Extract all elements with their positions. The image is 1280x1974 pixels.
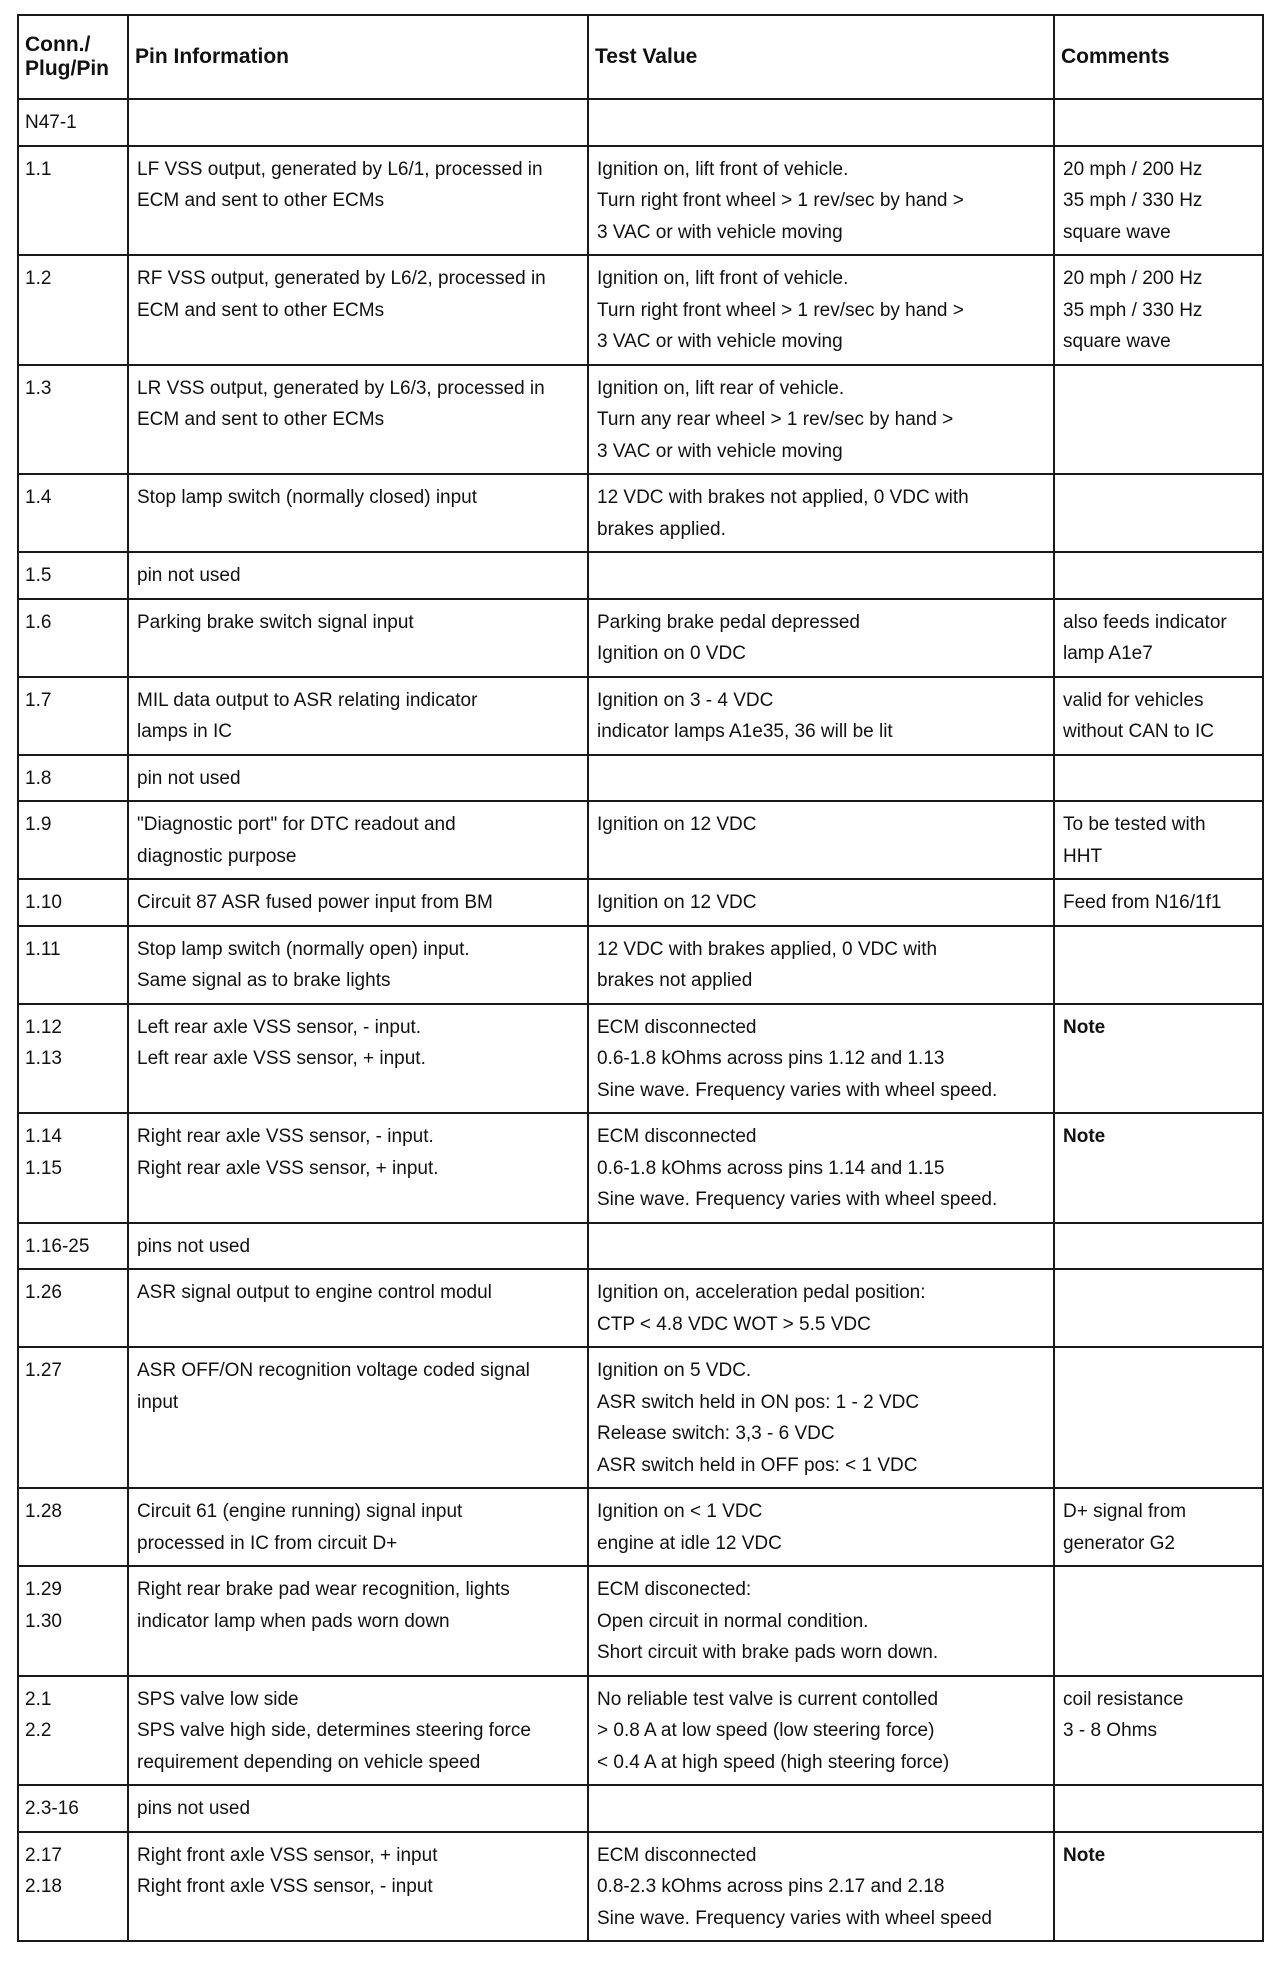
info-line: Circuit 61 (engine running) signal input <box>137 1501 463 1522</box>
test-line: < 0.4 A at high speed (high steering force) <box>597 1751 950 1773</box>
test-line: Release switch: 3,3 - 6 VDC <box>597 1423 835 1444</box>
comments-cell <box>1054 146 1263 256</box>
pin-line: N47-1 <box>25 112 77 133</box>
comments-cell <box>1054 1269 1263 1347</box>
comments-cell <box>1054 677 1263 755</box>
comments-cell <box>1054 1113 1263 1223</box>
test-value-cell <box>588 99 1054 146</box>
table-row <box>18 1347 1263 1488</box>
pin-info-cell <box>128 1004 588 1114</box>
test-line: CTP < 4.8 VDC WOT > 5.5 VDC <box>597 1313 871 1335</box>
header-pin-information: Pin Information <box>128 15 588 99</box>
empty-line <box>597 107 1045 139</box>
info-line: MIL data output to ASR relating indicator <box>137 689 478 711</box>
test-value-cell <box>588 801 1054 879</box>
test-line: Sine wave. Frequency varies with wheel speed <box>597 1907 992 1929</box>
table-row <box>18 801 1263 879</box>
test-value-cell <box>588 599 1054 677</box>
pin-line: 1.4 <box>25 487 52 508</box>
pin-cell <box>18 1113 128 1223</box>
info-line: requirement depending on vehicle speed <box>137 1751 481 1773</box>
test-line: Turn any rear wheel > 1 rev/sec by hand > <box>597 409 954 430</box>
pin-cell <box>18 146 128 256</box>
test-line: 0.6-1.8 kOhms across pins 1.12 and 1.13 <box>597 1048 945 1069</box>
header-row <box>18 15 1263 99</box>
info-line: Right rear axle VSS sensor, - input. <box>137 1126 434 1147</box>
pin-line: 1.14 <box>25 1126 62 1147</box>
pin-cell <box>18 365 128 475</box>
info-line: Parking brake switch signal input <box>137 611 414 633</box>
test-line: ECM disconnected <box>597 1126 757 1147</box>
header-comments: Comments <box>1054 15 1263 99</box>
pin-info-cell <box>128 755 588 802</box>
test-value-cell <box>588 1832 1054 1942</box>
info-line: SPS valve low side <box>137 1688 299 1710</box>
test-line: ASR switch held in OFF pos: < 1 VDC <box>597 1454 918 1476</box>
info-line: Right rear axle VSS sensor, + input. <box>137 1157 439 1179</box>
info-line: pin not used <box>137 565 241 586</box>
test-value-cell <box>588 146 1054 256</box>
pin-line: 1.16-25 <box>25 1235 90 1257</box>
pin-line: 2.1 <box>25 1688 52 1710</box>
pin-cell <box>18 755 128 802</box>
pin-line: 1.12 <box>25 1016 62 1038</box>
empty-line <box>597 560 1045 592</box>
comments-line: Feed from N16/1f1 <box>1063 892 1222 913</box>
pin-line: 1.3 <box>25 377 52 399</box>
pin-cell <box>18 1347 128 1488</box>
test-line: Ignition on, lift rear of vehicle. <box>597 377 845 399</box>
pin-table <box>17 14 1264 1942</box>
test-line: Sine wave. Frequency varies with wheel speed. <box>597 1079 998 1101</box>
test-line: 3 VAC or with vehicle moving <box>597 331 843 352</box>
test-line: ECM disconnected <box>597 1016 757 1038</box>
test-line: 3 VAC or with vehicle moving <box>597 440 843 462</box>
test-line: Ignition on 5 VDC. <box>597 1360 752 1381</box>
empty-line <box>1063 1277 1254 1309</box>
test-line: Sine wave. Frequency varies with wheel speed. <box>597 1189 998 1210</box>
test-value-cell <box>588 552 1054 599</box>
test-value-cell <box>588 677 1054 755</box>
empty-line <box>1063 482 1254 514</box>
test-line: ECM disconnected <box>597 1844 757 1866</box>
pin-line: 1.28 <box>25 1501 62 1522</box>
test-line: Turn right front wheel > 1 rev/sec by hand > <box>597 190 964 211</box>
table-row <box>18 755 1263 802</box>
pin-cell <box>18 1223 128 1270</box>
info-line: diagnostic purpose <box>137 845 297 867</box>
test-line: Ignition on 0 VDC <box>597 643 746 664</box>
info-line: SPS valve high side, determines steering force <box>137 1720 531 1741</box>
empty-line <box>1063 1574 1254 1606</box>
pin-info-cell <box>128 1488 588 1566</box>
comments-line: 20 mph / 200 Hz <box>1063 268 1203 289</box>
comments-cell <box>1054 365 1263 475</box>
comments-cell <box>1054 255 1263 365</box>
pin-line: 2.2 <box>25 1720 52 1741</box>
pin-info-cell <box>128 1785 588 1832</box>
table-row <box>18 926 1263 1004</box>
pin-line: 1.7 <box>25 689 52 711</box>
empty-line <box>1063 934 1254 966</box>
test-value-cell <box>588 1113 1054 1223</box>
pin-line: 1.30 <box>25 1610 62 1632</box>
test-value-cell <box>588 926 1054 1004</box>
empty-line <box>1063 560 1254 592</box>
pin-info-cell <box>128 1832 588 1942</box>
table-row <box>18 1566 1263 1676</box>
pin-info-cell <box>128 1566 588 1676</box>
test-value-cell <box>588 474 1054 552</box>
empty-line <box>1063 373 1254 405</box>
pin-cell <box>18 474 128 552</box>
pin-line: 1.2 <box>25 268 52 289</box>
pin-cell <box>18 1566 128 1676</box>
pin-line: 1.13 <box>25 1048 62 1069</box>
table-row <box>18 599 1263 677</box>
empty-line <box>1063 1355 1254 1387</box>
pin-cell <box>18 926 128 1004</box>
comments-cell <box>1054 1676 1263 1786</box>
comments-line: To be tested with <box>1063 814 1206 835</box>
pin-line: 1.1 <box>25 158 52 180</box>
test-line: Ignition on, lift front of vehicle. <box>597 268 849 289</box>
comments-cell <box>1054 599 1263 677</box>
test-value-cell <box>588 1223 1054 1270</box>
info-line: ASR signal output to engine control modul <box>137 1282 492 1303</box>
comments-cell <box>1054 552 1263 599</box>
pin-info-cell <box>128 1223 588 1270</box>
comments-line: square wave <box>1063 221 1171 243</box>
table-row <box>18 146 1263 256</box>
test-line: ECM disconected: <box>597 1579 752 1600</box>
comments-line: Note <box>1063 1126 1106 1147</box>
pin-cell <box>18 677 128 755</box>
test-line: indicator lamps A1e35, 36 will be lit <box>597 721 893 742</box>
test-value-cell <box>588 1269 1054 1347</box>
pin-info-cell <box>128 255 588 365</box>
comments-line: valid for vehicles <box>1063 689 1204 711</box>
pin-info-cell <box>128 801 588 879</box>
table-row <box>18 1113 1263 1223</box>
pin-cell <box>18 879 128 926</box>
table-row <box>18 1676 1263 1786</box>
test-line: Turn right front wheel > 1 rev/sec by hand > <box>597 299 964 321</box>
info-line: Same signal as to brake lights <box>137 970 391 991</box>
empty-line <box>597 1793 1045 1825</box>
pin-info-cell <box>128 365 588 475</box>
pin-cell <box>18 1785 128 1832</box>
empty-line <box>137 107 579 139</box>
pin-info-cell <box>128 926 588 1004</box>
comments-cell <box>1054 1488 1263 1566</box>
test-line: 12 VDC with brakes applied, 0 VDC with <box>597 938 938 960</box>
pin-line: 2.17 <box>25 1844 62 1866</box>
test-line: Ignition on < 1 VDC <box>597 1501 763 1522</box>
test-value-cell <box>588 1004 1054 1114</box>
comments-line: Note <box>1063 1844 1106 1866</box>
pin-info-cell <box>128 599 588 677</box>
header-conn-plug-pin: Conn./ Plug/Pin <box>18 15 128 99</box>
comments-cell <box>1054 926 1263 1004</box>
pin-info-cell <box>128 1676 588 1786</box>
pin-cell <box>18 1004 128 1114</box>
test-value-cell <box>588 255 1054 365</box>
test-line: brakes applied. <box>597 518 726 540</box>
pin-cell <box>18 599 128 677</box>
info-line: Stop lamp switch (normally closed) input <box>137 487 478 508</box>
empty-line <box>1063 1231 1254 1263</box>
comments-line: also feeds indicator <box>1063 611 1227 633</box>
info-line: Right front axle VSS sensor, + input <box>137 1844 438 1866</box>
comments-cell <box>1054 1832 1263 1942</box>
pin-info-cell <box>128 677 588 755</box>
info-line: processed in IC from circuit D+ <box>137 1532 398 1554</box>
info-line: pin not used <box>137 767 241 789</box>
info-line: lamps in IC <box>137 721 233 742</box>
pin-line: 1.26 <box>25 1282 62 1303</box>
info-line: pins not used <box>137 1798 251 1819</box>
pin-line: 1.15 <box>25 1157 62 1179</box>
test-line: Short circuit with brake pads worn down. <box>597 1642 939 1663</box>
test-line: brakes not applied <box>597 970 753 991</box>
table-row <box>18 552 1263 599</box>
comments-line: 3 - 8 Ohms <box>1063 1720 1157 1741</box>
comments-cell <box>1054 1004 1263 1114</box>
pin-line: 1.11 <box>25 938 61 960</box>
test-line: Open circuit in normal condition. <box>597 1610 869 1632</box>
info-line: RF VSS output, generated by L6/2, processed in <box>137 268 546 289</box>
info-line: pins not used <box>137 1235 251 1257</box>
pin-line: 1.8 <box>25 767 52 789</box>
comments-cell <box>1054 474 1263 552</box>
comments-line: lamp A1e7 <box>1063 643 1153 664</box>
info-line: indicator lamp when pads worn down <box>137 1610 450 1632</box>
info-line: Left rear axle VSS sensor, - input. <box>137 1016 422 1038</box>
pin-cell <box>18 99 128 146</box>
info-line: ECM and sent to other ECMs <box>137 409 385 430</box>
info-line: Stop lamp switch (normally open) input. <box>137 938 470 960</box>
pin-info-cell <box>128 474 588 552</box>
pin-info-cell <box>128 99 588 146</box>
pin-info-cell <box>128 1113 588 1223</box>
pin-cell <box>18 552 128 599</box>
header-test-value: Test Value <box>588 15 1054 99</box>
test-line: 0.6-1.8 kOhms across pins 1.14 and 1.15 <box>597 1157 945 1179</box>
info-line: LF VSS output, generated by L6/1, processed in <box>137 158 543 180</box>
info-line: input <box>137 1391 179 1413</box>
table-row <box>18 99 1263 146</box>
table-row <box>18 365 1263 475</box>
info-line: Left rear axle VSS sensor, + input. <box>137 1048 426 1069</box>
comments-cell <box>1054 1347 1263 1488</box>
pin-information-document <box>17 14 1262 1942</box>
comments-cell <box>1054 879 1263 926</box>
empty-line <box>597 763 1045 795</box>
test-value-cell <box>588 879 1054 926</box>
info-line: Right rear brake pad wear recognition, lights <box>137 1579 510 1600</box>
test-line: Ignition on 12 VDC <box>597 814 757 835</box>
pin-info-cell <box>128 146 588 256</box>
pin-line: 1.6 <box>25 611 52 633</box>
pin-cell <box>18 255 128 365</box>
test-line: Ignition on 3 - 4 VDC <box>597 689 774 711</box>
table-row <box>18 1223 1263 1270</box>
pin-cell <box>18 1269 128 1347</box>
table-row <box>18 1004 1263 1114</box>
pin-line: 1.5 <box>25 565 52 586</box>
empty-line <box>1063 1793 1254 1825</box>
empty-line <box>1063 763 1254 795</box>
test-line: > 0.8 A at low speed (low steering force) <box>597 1720 935 1741</box>
test-line: Ignition on, lift front of vehicle. <box>597 158 849 180</box>
comments-line: HHT <box>1063 845 1103 867</box>
comments-cell <box>1054 1223 1263 1270</box>
table-row <box>18 255 1263 365</box>
test-value-cell <box>588 1566 1054 1676</box>
comments-line: generator G2 <box>1063 1532 1175 1554</box>
info-line: LR VSS output, generated by L6/3, processed in <box>137 377 545 399</box>
comments-line: D+ signal from <box>1063 1501 1187 1522</box>
comments-line: Note <box>1063 1016 1106 1038</box>
test-line: ASR switch held in ON pos: 1 - 2 VDC <box>597 1391 920 1413</box>
table-row <box>18 474 1263 552</box>
comments-line: coil resistance <box>1063 1688 1184 1710</box>
test-line: 3 VAC or with vehicle moving <box>597 221 843 243</box>
comments-cell <box>1054 801 1263 879</box>
pin-info-cell <box>128 1347 588 1488</box>
pin-cell <box>18 1832 128 1942</box>
pin-cell <box>18 801 128 879</box>
comments-cell <box>1054 1566 1263 1676</box>
pin-info-cell <box>128 1269 588 1347</box>
comments-cell <box>1054 99 1263 146</box>
table-row <box>18 677 1263 755</box>
info-line: Right front axle VSS sensor, - input <box>137 1876 433 1897</box>
table-row <box>18 879 1263 926</box>
pin-line: 1.29 <box>25 1579 62 1600</box>
pin-line: 1.10 <box>25 892 62 913</box>
test-line: Ignition on 12 VDC <box>597 892 757 913</box>
info-line: "Diagnostic port" for DTC readout and <box>137 814 456 835</box>
comments-line: 35 mph / 330 Hz <box>1063 299 1203 321</box>
table-row <box>18 1785 1263 1832</box>
comments-cell <box>1054 755 1263 802</box>
test-value-cell <box>588 1347 1054 1488</box>
test-value-cell <box>588 1676 1054 1786</box>
table-row <box>18 1488 1263 1566</box>
info-line: Circuit 87 ASR fused power input from BM <box>137 892 493 913</box>
pin-info-cell <box>128 552 588 599</box>
info-line: ECM and sent to other ECMs <box>137 299 385 321</box>
pin-line: 2.18 <box>25 1876 62 1897</box>
test-value-cell <box>588 1785 1054 1832</box>
comments-cell <box>1054 1785 1263 1832</box>
test-line: Parking brake pedal depressed <box>597 611 861 633</box>
empty-line <box>1063 107 1254 139</box>
table-row <box>18 1832 1263 1942</box>
pin-line: 2.3-16 <box>25 1798 79 1819</box>
empty-line <box>597 1231 1045 1263</box>
info-line: ECM and sent to other ECMs <box>137 190 385 211</box>
table-row <box>18 1269 1263 1347</box>
comments-line: square wave <box>1063 331 1171 352</box>
pin-info-cell <box>128 879 588 926</box>
test-value-cell <box>588 1488 1054 1566</box>
pin-cell <box>18 1488 128 1566</box>
test-value-cell <box>588 365 1054 475</box>
pin-line: 1.27 <box>25 1360 62 1381</box>
test-line: No reliable test valve is current contolled <box>597 1688 939 1710</box>
test-line: engine at idle 12 VDC <box>597 1532 782 1554</box>
comments-line: without CAN to IC <box>1063 721 1214 742</box>
test-value-cell <box>588 755 1054 802</box>
test-line: 12 VDC with brakes not applied, 0 VDC with <box>597 487 969 508</box>
pin-line: 1.9 <box>25 814 52 835</box>
comments-line: 35 mph / 330 Hz <box>1063 190 1203 211</box>
info-line: ASR OFF/ON recognition voltage coded signal <box>137 1360 530 1381</box>
comments-line: 20 mph / 200 Hz <box>1063 158 1203 180</box>
pin-cell <box>18 1676 128 1786</box>
test-line: Ignition on, acceleration pedal position: <box>597 1282 926 1303</box>
test-line: 0.8-2.3 kOhms across pins 2.17 and 2.18 <box>597 1876 945 1897</box>
